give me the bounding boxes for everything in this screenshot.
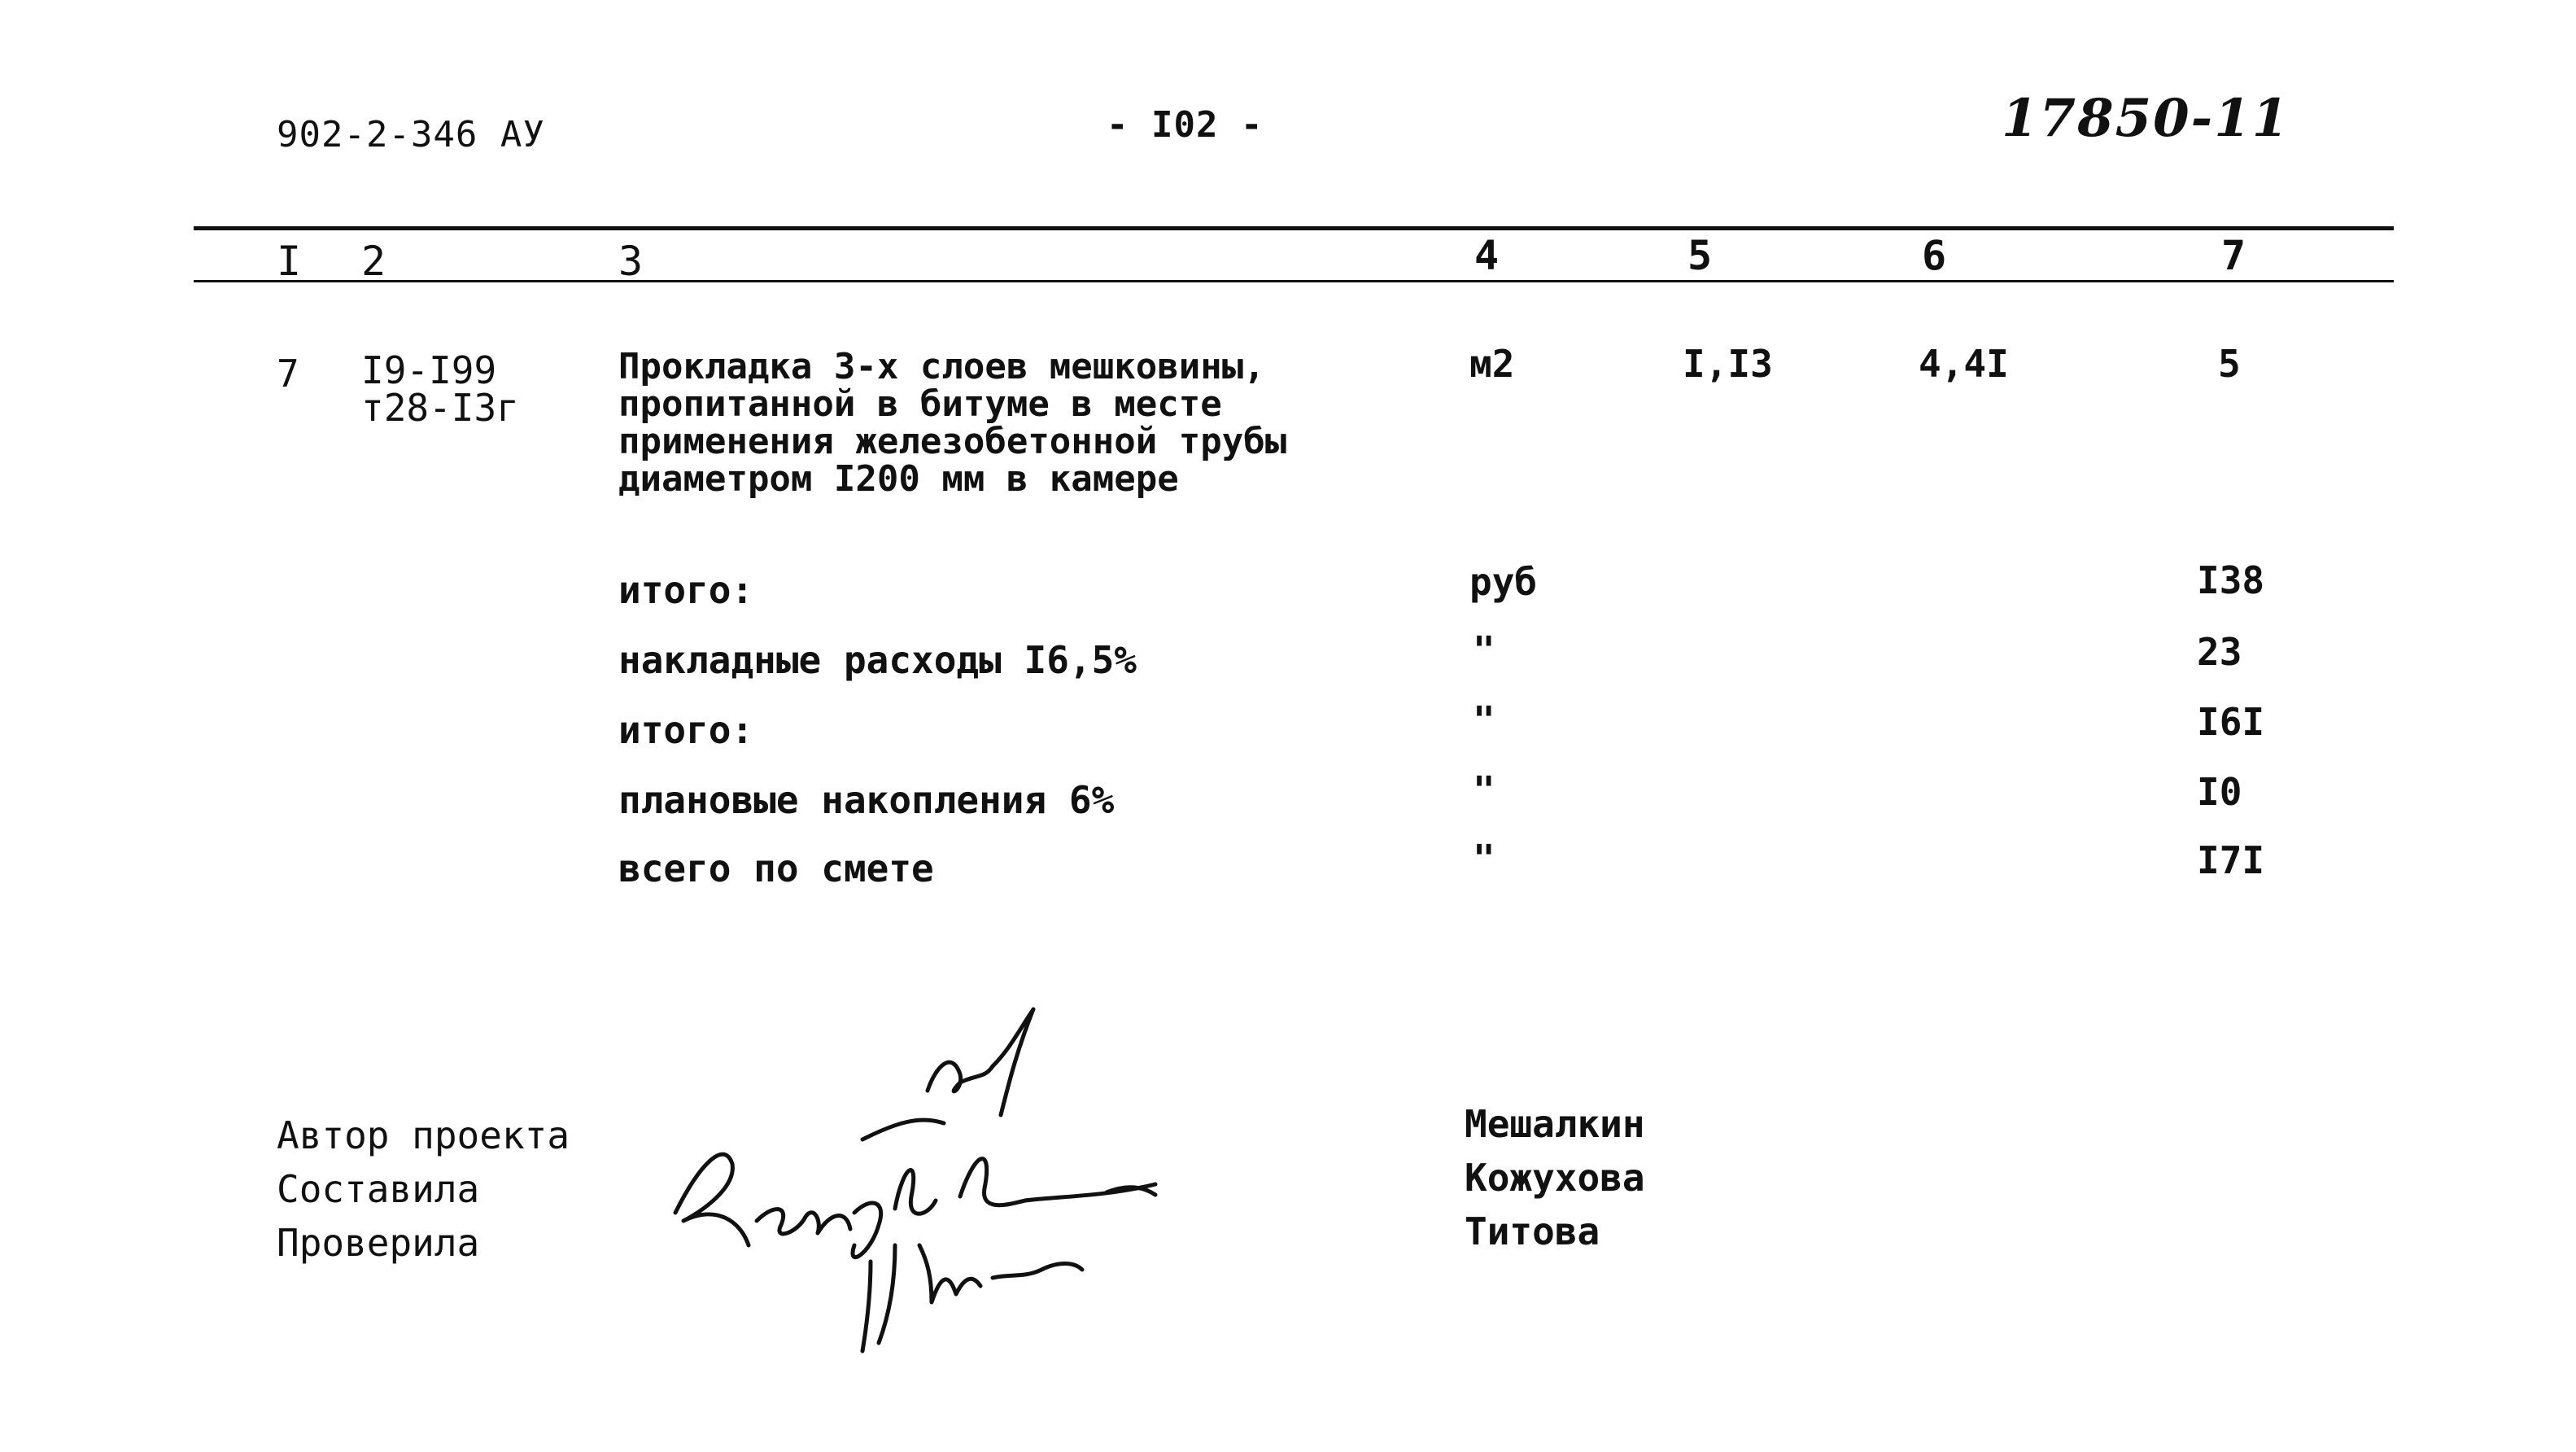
handwritten-reference: 17850-11: [2002, 88, 2290, 149]
row-price: 4,4I: [1919, 342, 2009, 386]
row-total: 5: [2218, 342, 2241, 386]
summary-label-planned-savings: плановые накопления 6%: [618, 778, 1115, 822]
description-line: применения железобетонной трубы: [618, 421, 1287, 462]
row-quantity: I,I3: [1683, 342, 1773, 386]
name-author: Мешалкин: [1465, 1102, 1645, 1146]
summary-unit-subtotal-2: ": [1473, 698, 1495, 742]
summary-value-grand-total: I7I: [2197, 838, 2265, 882]
column-number-7: 7: [2221, 232, 2246, 279]
summary-unit-planned-savings: ": [1473, 768, 1495, 812]
summary-unit-subtotal: руб: [1469, 560, 1538, 604]
row-unit: м2: [1469, 342, 1515, 386]
page-number: - I02 -: [1107, 104, 1264, 146]
description-line: диаметром I200 мм в камере: [618, 458, 1179, 500]
column-number-1: I: [277, 238, 302, 285]
table-header-rule: [194, 280, 2394, 282]
signatory-names: [1465, 1097, 1645, 1258]
name-checked-by: Титова: [1465, 1209, 1600, 1253]
summary-label-overhead: накладные расходы I6,5%: [618, 638, 1137, 682]
description-line: Прокладка 3-х слоев мешковины,: [618, 346, 1265, 387]
role-checked-by: Проверила: [277, 1221, 480, 1265]
summary-value-subtotal: I38: [2197, 558, 2265, 602]
column-number-4: 4: [1474, 232, 1500, 279]
signature-roles: [277, 1109, 570, 1270]
role-compiled-by: Составила: [277, 1167, 480, 1211]
row-code-line-2: т28-I3г: [361, 386, 519, 430]
row-number: 7: [277, 352, 299, 396]
summary-unit-overhead: ": [1473, 628, 1495, 672]
summary-label-subtotal: итого:: [618, 568, 754, 612]
column-number-2: 2: [361, 238, 386, 285]
document-code: 902-2-346 АУ: [277, 114, 545, 155]
summary-value-overhead: 23: [2197, 630, 2242, 674]
summary-value-planned-savings: I0: [2197, 770, 2242, 814]
summary-label-grand-total: всего по смете: [618, 846, 934, 890]
column-number-5: 5: [1687, 232, 1713, 279]
column-number-6: 6: [1922, 232, 1947, 279]
summary-label-subtotal-2: итого:: [618, 708, 754, 752]
name-compiled-by: Кожухова: [1465, 1156, 1645, 1200]
row-code-line-1: I9-I99: [361, 348, 497, 392]
column-number-3: 3: [618, 238, 644, 285]
table-top-rule: [194, 226, 2394, 230]
row-description: [618, 348, 1286, 498]
handwritten-signatures: [651, 1001, 1204, 1359]
summary-value-subtotal-2: I6I: [2197, 700, 2265, 744]
summary-unit-grand-total: ": [1473, 837, 1495, 881]
description-line: пропитанной в битуме в месте: [618, 383, 1222, 425]
role-author: Автор проекта: [277, 1113, 570, 1157]
